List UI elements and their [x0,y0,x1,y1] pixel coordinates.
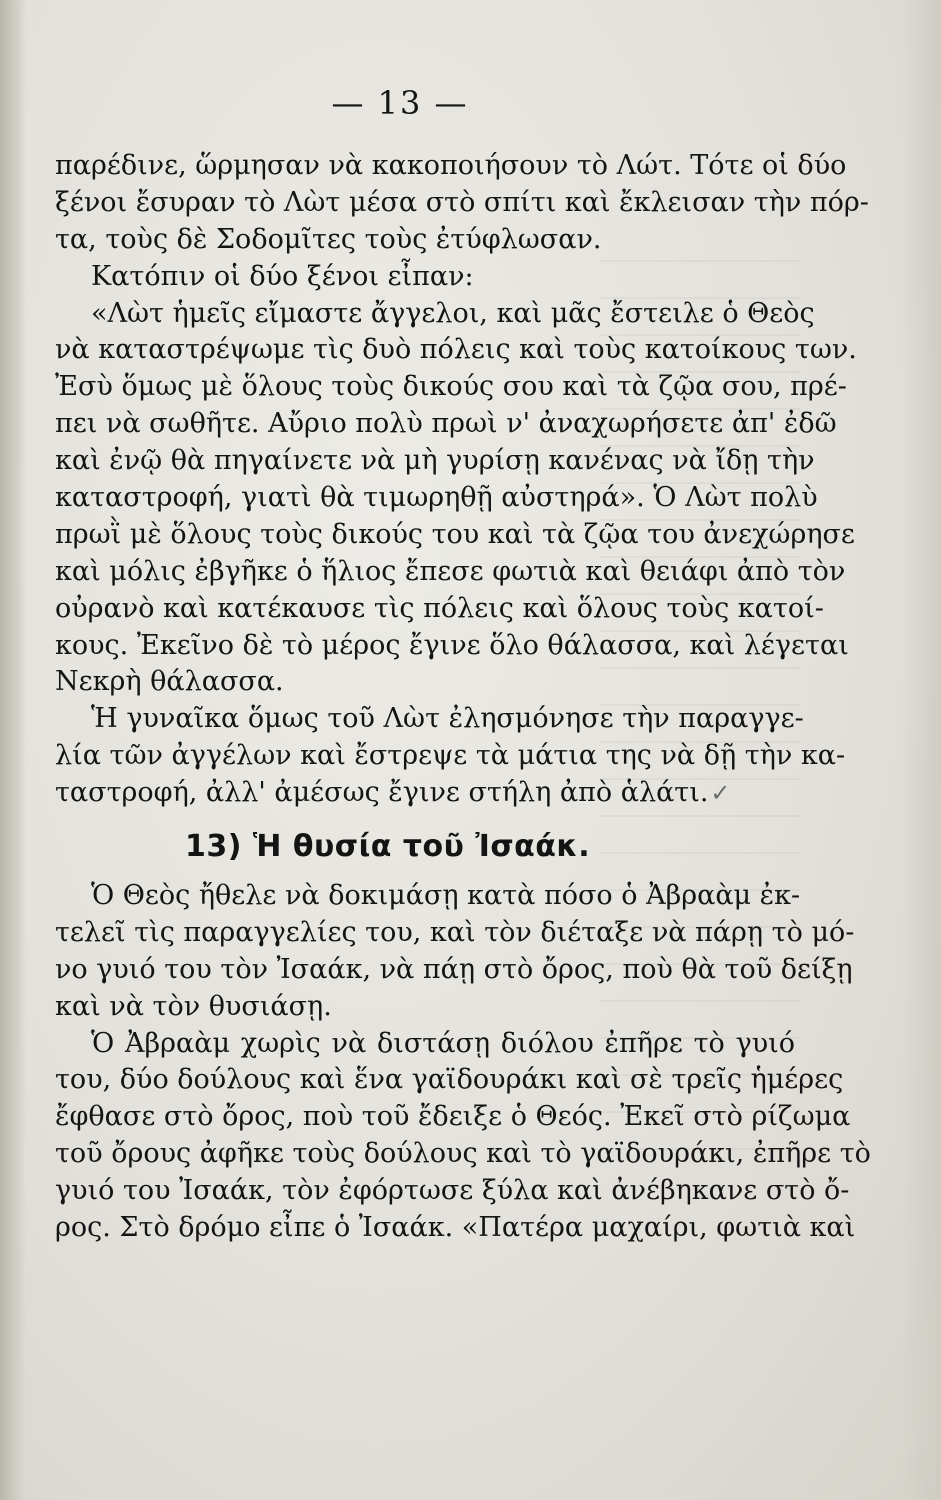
text-line: ρος. Στὸ δρόμο εἶπε ὁ Ἰσαάκ. «Πατέρα μαχαίρι, φωτιὰ καὶ [55,1212,856,1244]
text-line: Ἐσὺ ὅμως μὲ ὅλους τοὺς δικούς σου καὶ τὰ ζῷα σου, πρέ- [55,371,847,403]
text-line: του, δύο δούλους καὶ ἕνα γαϊδουράκι καὶ σὲ τρεῖς ἡμέρες [55,1064,844,1096]
text-line: ἔφθασε στὸ ὄρος, ποὺ τοῦ ἔδειξε ὁ Θεός. Ἐκεῖ στὸ ρίζωμα [55,1101,851,1133]
text-line: νὰ καταστρέψωμε τὶς δυὸ πόλεις καὶ τοὺς κατοίκους των. [55,334,857,366]
text-line: πρωῒ μὲ ὅλους τοὺς δικούς του καὶ τὰ ζῷα του ἀνεχώρησε [55,518,855,550]
section-heading: 13) Ἡ θυσία τοῦ Ἰσαάκ. [185,829,591,865]
text-line: καὶ ἐνῷ θὰ πηγαίνετε νὰ μὴ γυρίσῃ κανένας νὰ ἴδῃ τὴν [55,445,815,477]
text-line: κους. Ἐκεῖνο δὲ τὸ μέρος ἔγινε ὅλο θάλασσα, καὶ λέγεται [55,629,849,661]
text-line: καὶ μόλις ἐβγῆκε ὁ ἥλιος ἔπεσε φωτιὰ καὶ θειάφι ἀπὸ τὸν [55,555,846,587]
text-line: Ὁ Ἀβραὰμ χωρὶς νὰ διστάσῃ διόλου ἐπῆρε τὸ γυιό [91,1027,795,1059]
text-line-content: ταστροφή, ἀλλ' ἀμέσως ἔγινε στήλη ἀπὸ ἁλάτι. [55,777,709,809]
text-line: καὶ νὰ τὸν θυσιάσῃ. [55,990,332,1022]
text-line: Ἡ γυναῖκα ὅμως τοῦ Λὼτ ἐλησμόνησε τὴν παραγγε- [91,703,804,735]
text-line: τα, τοὺς δὲ Σοδομῖτες τοὺς ἐτύφλωσαν. [55,223,602,255]
text-line: Ὁ Θεὸς ἤθελε νὰ δοκιμάσῃ κατὰ πόσο ὁ Ἀβραὰμ ἐκ- [91,880,801,912]
text-line: οὐρανὸ καὶ κατέκαυσε τὶς πόλεις καὶ ὅλους τοὺς κατοί- [55,592,824,624]
text-line [55,775,795,812]
text-line: «Λὼτ ἡμεῖς εἴμαστε ἄγγελοι, καὶ μᾶς ἔστειλε ὁ Θεὸς [91,297,815,329]
page-number-header: — 13 — [331,84,469,122]
text-line: λία τῶν ἀγγέλων καὶ ἔστρεψε τὰ μάτια της νὰ δῇ τὴν κα- [55,740,846,772]
page-body [55,148,871,1247]
text-line: Νεκρὴ θάλασσα. [55,666,284,698]
text-line: τελεῖ τὶς παραγγελίες του, καὶ τὸν διέταξε νὰ πάρῃ τὸ μό- [55,916,855,948]
text-line: νο γυιό του τὸν Ἰσαάκ, νὰ πάῃ στὸ ὄρος, ποὺ θὰ τοῦ δείξῃ [55,953,853,985]
text-line: παρέδινε, ὥρμησαν νὰ κακοποιήσουν τὸ Λώτ. Τότε οἱ δύο [55,150,847,181]
check-mark-icon: ✓ [710,779,731,808]
text-line: τοῦ ὄρους ἀφῆκε τοὺς δούλους καὶ τὸ γαϊδουράκι, ἐπῆρε τὸ [55,1138,871,1170]
text-line: γυιό του Ἰσαάκ, τὸν ἐφόρτωσε ξύλα καὶ ἀνέβηκανε στὸ ὄ- [55,1175,850,1207]
text-line: πει νὰ σωθῆτε. Αὔριο πολὺ πρωὶ ν' ἀναχωρήσετε ἀπ' ἐδῶ [55,408,837,440]
text-line: καταστροφή, γιατὶ θὰ τιμωρηθῇ αὐστηρά». Ὁ Λὼτ πολὺ [55,482,818,514]
text-line: ξένοι ἔσυραν τὸ Λὼτ μέσα στὸ σπίτι καὶ ἔκλεισαν τὴν πόρ- [55,186,869,218]
text-line: Κατόπιν οἱ δύο ξένοι εἶπαν: [91,260,474,292]
